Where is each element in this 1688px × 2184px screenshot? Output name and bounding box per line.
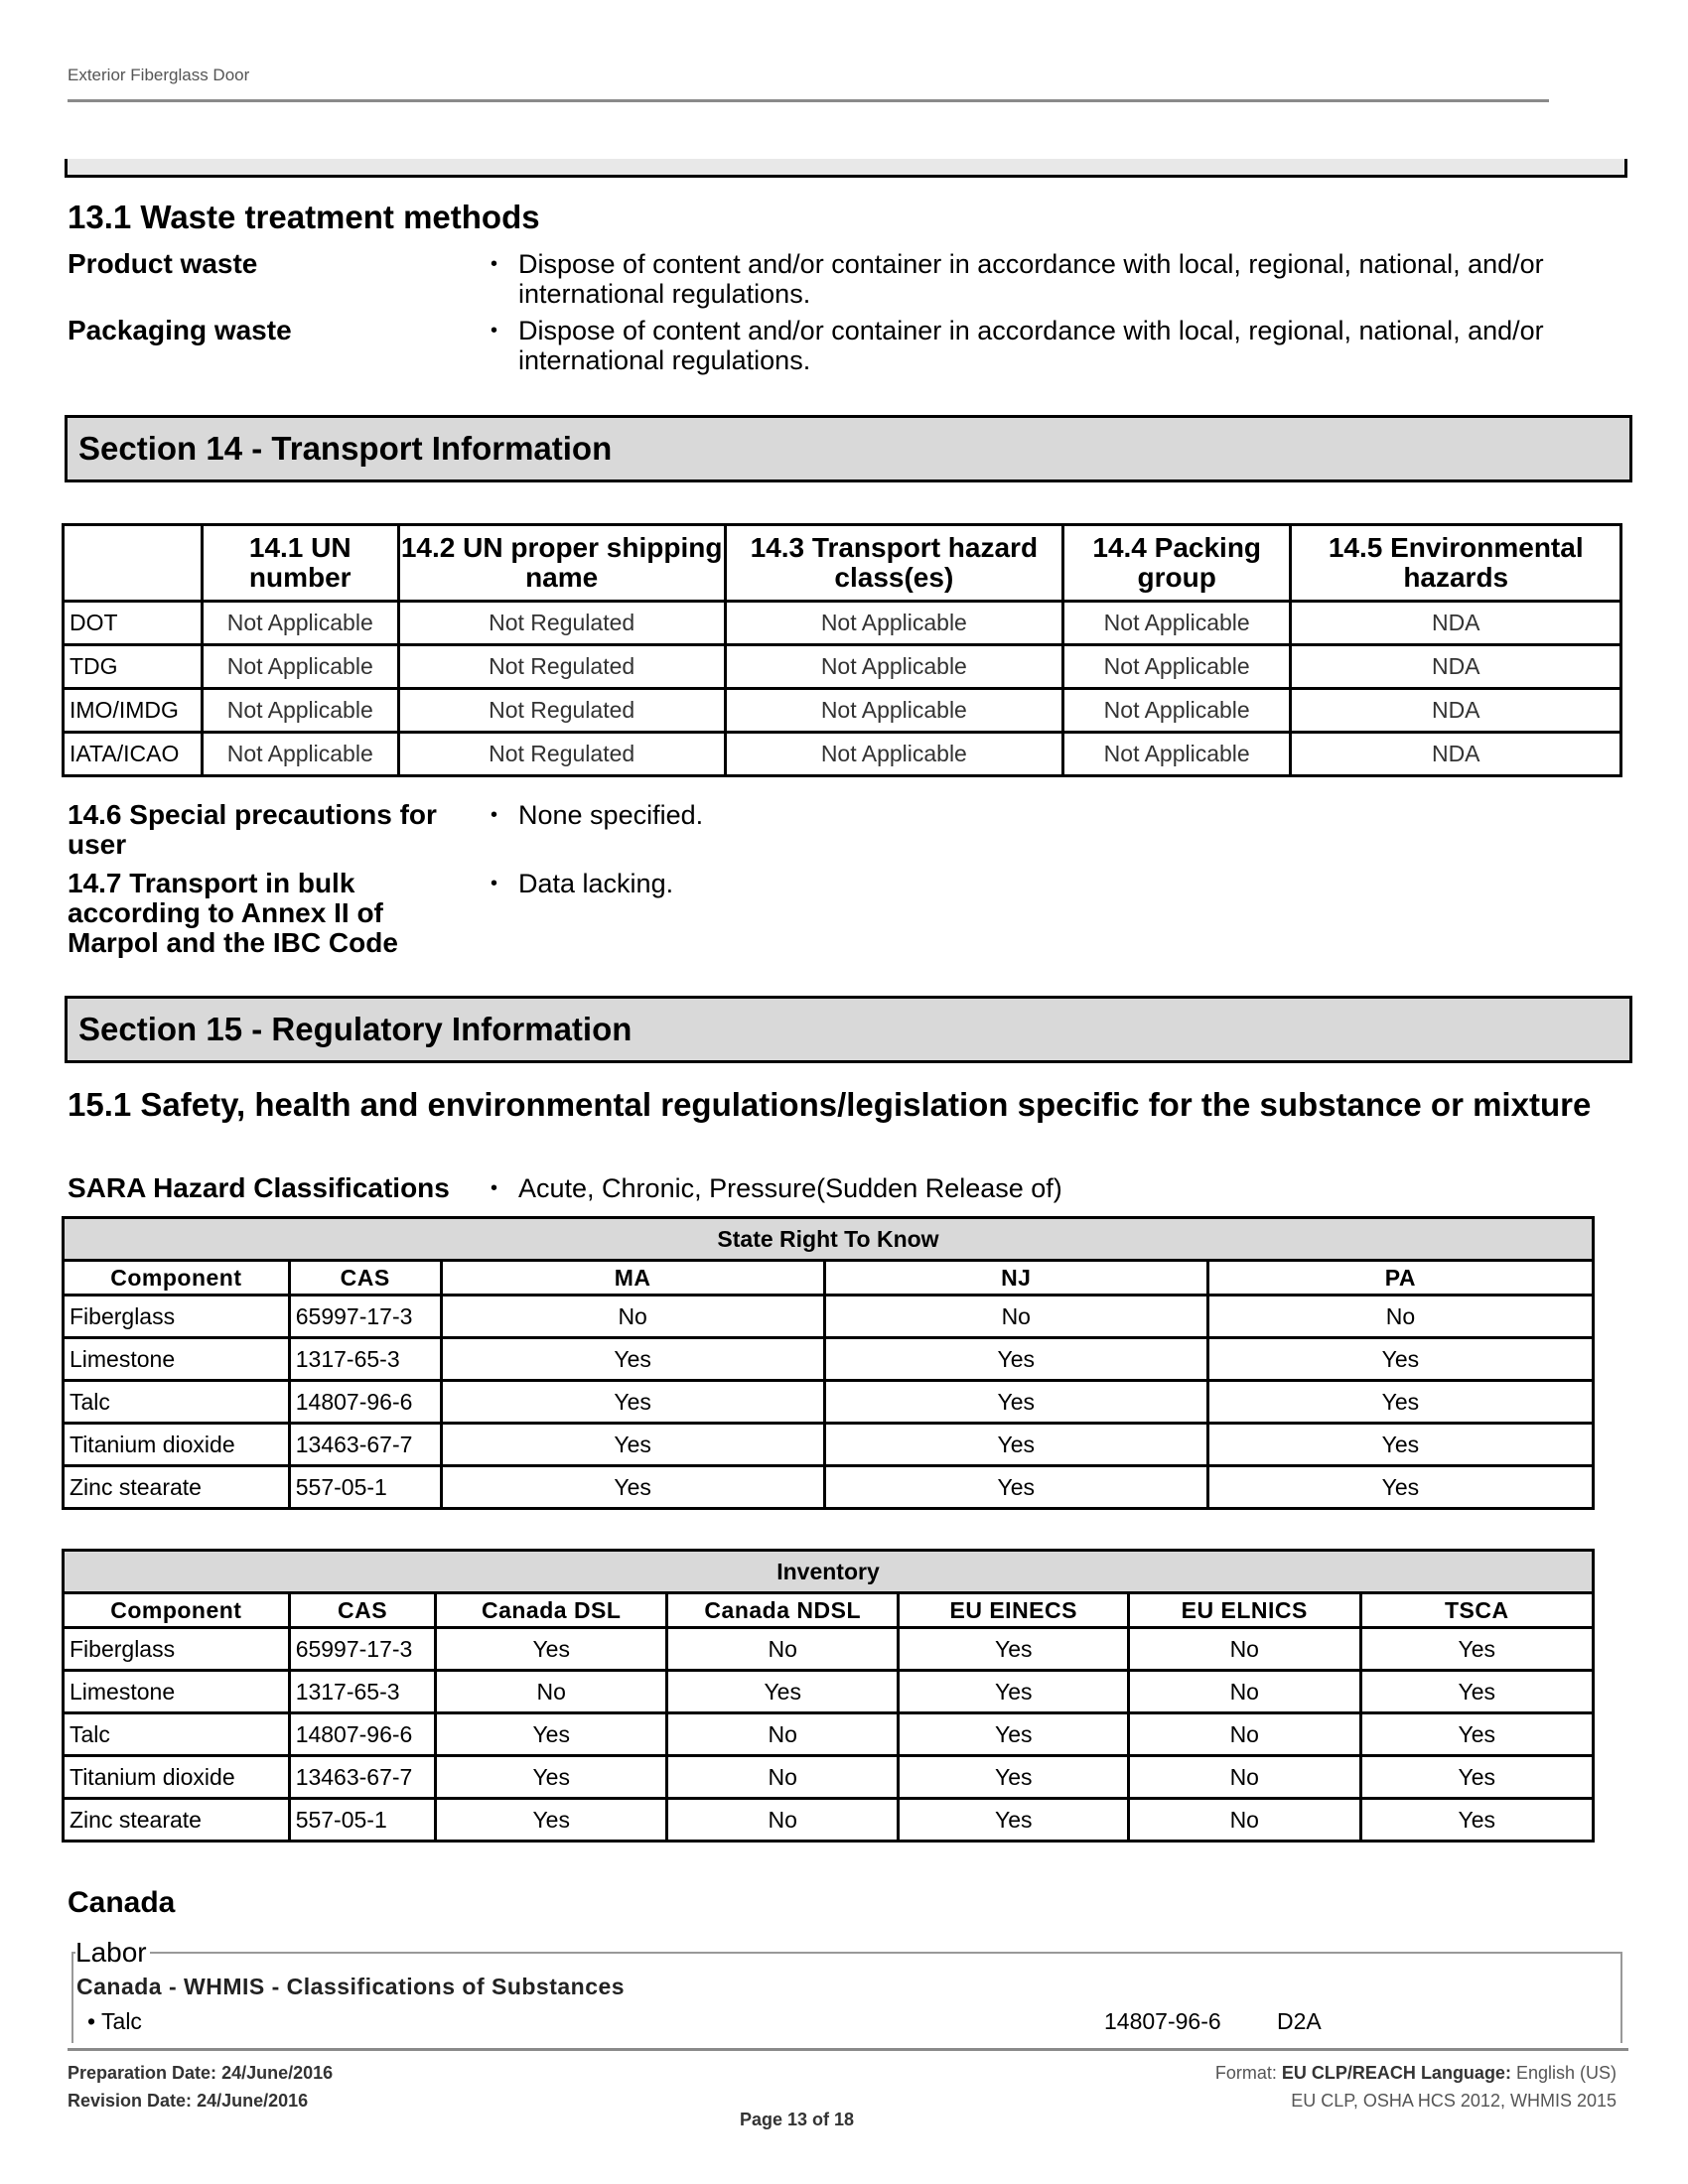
- table-cell: No: [436, 1671, 667, 1713]
- table-row: [64, 1713, 1594, 1756]
- table-row: [64, 1799, 1594, 1842]
- table-cell: Yes: [436, 1799, 667, 1842]
- table-cell: Not Regulated: [398, 645, 725, 689]
- packaging-waste-label: Packaging waste: [68, 315, 292, 345]
- footer-divider: [68, 2048, 1628, 2051]
- table-cell: Yes: [824, 1381, 1207, 1424]
- bullet-icon: •: [491, 320, 498, 341]
- col-header-component: Component: [64, 1261, 290, 1296]
- table-cell: 557-05-1: [289, 1466, 441, 1509]
- table-row: [64, 1338, 1594, 1381]
- table-cell: Limestone: [64, 1338, 290, 1381]
- table-cell: Yes: [1360, 1671, 1593, 1713]
- state-right-to-know-caption: State Right To Know: [64, 1218, 1594, 1261]
- table-row: [64, 1424, 1594, 1466]
- regulations-heading: 15.1 Safety, health and environmental regulations/legislation specific for the substance or mixture: [68, 1086, 1592, 1123]
- table-cell: No: [1129, 1799, 1361, 1842]
- whmis-item-cas: 14807-96-6: [1104, 2008, 1221, 2034]
- table-cell: Not Regulated: [398, 689, 725, 733]
- table-row: [64, 733, 1621, 776]
- table-cell: Not Applicable: [202, 733, 398, 776]
- table-cell: Titanium dioxide: [64, 1424, 290, 1466]
- table-cell: 65997-17-3: [289, 1628, 436, 1671]
- standards: EU CLP, OSHA HCS 2012, WHMIS 2015: [1291, 2091, 1617, 2111]
- document-title: Exterior Fiberglass Door: [68, 66, 250, 84]
- transport-corner-cell: [64, 525, 203, 602]
- table-cell: Not Applicable: [1062, 689, 1291, 733]
- table-cell: Yes: [436, 1628, 667, 1671]
- table-cell: Yes: [1360, 1799, 1593, 1842]
- header-divider: [68, 99, 1549, 102]
- special-precautions-label: 14.6 Special precautions for user: [68, 799, 437, 860]
- table-row: [64, 602, 1621, 645]
- table-cell: Not Regulated: [398, 733, 725, 776]
- table-cell: Yes: [441, 1424, 824, 1466]
- whmis-item-class: D2A: [1277, 2008, 1322, 2034]
- table-cell: Fiberglass: [64, 1296, 290, 1338]
- table-cell: Yes: [899, 1713, 1129, 1756]
- format-language: Format: EU CLP/REACH Language: English (US): [1214, 2063, 1617, 2083]
- table-cell: Limestone: [64, 1671, 290, 1713]
- table-cell: Yes: [899, 1756, 1129, 1799]
- table-cell: Not Regulated: [398, 602, 725, 645]
- table-cell: 1317-65-3: [289, 1338, 441, 1381]
- section-13-frame-bottom: [65, 159, 1627, 178]
- col-header-component: Component: [64, 1593, 290, 1628]
- table-cell: 14807-96-6: [289, 1713, 436, 1756]
- table-cell: Yes: [824, 1338, 1207, 1381]
- table-cell: No: [824, 1296, 1207, 1338]
- page-number: Page 13 of 18: [740, 2110, 855, 2129]
- row-header-iata-icao: IATA/ICAO: [64, 733, 203, 776]
- whmis-title: Canada - WHMIS - Classifications of Substances: [76, 1974, 626, 1999]
- table-row: [64, 689, 1621, 733]
- col-header-shipping-name: 14.2 UN proper shipping name: [398, 525, 725, 602]
- table-cell: No: [1129, 1671, 1361, 1713]
- table-cell: No: [1207, 1296, 1593, 1338]
- table-cell: No: [1129, 1756, 1361, 1799]
- table-cell: Yes: [1360, 1756, 1593, 1799]
- table-cell: No: [1129, 1713, 1361, 1756]
- packaging-waste-value: • Dispose of content and/or container in accordance with local, regional, national, and/or international regulations.: [491, 316, 1544, 375]
- table-row: [64, 645, 1621, 689]
- row-header-imo-imdg: IMO/IMDG: [64, 689, 203, 733]
- table-cell: 14807-96-6: [289, 1381, 441, 1424]
- table-cell: Yes: [1207, 1424, 1593, 1466]
- bullet-icon: •: [491, 253, 498, 275]
- col-header-un-number: 14.1 UN number: [202, 525, 398, 602]
- table-cell: No: [666, 1713, 899, 1756]
- col-header-eu-einecs: EU EINECS: [899, 1593, 1129, 1628]
- table-cell: Not Applicable: [202, 689, 398, 733]
- table-row: [64, 1671, 1594, 1713]
- col-header-nj: NJ: [824, 1261, 1207, 1296]
- table-cell: Zinc stearate: [64, 1799, 290, 1842]
- col-header-eu-elnics: EU ELNICS: [1129, 1593, 1361, 1628]
- table-cell: 557-05-1: [289, 1799, 436, 1842]
- bullet-icon: •: [491, 1177, 498, 1199]
- table-cell: No: [666, 1628, 899, 1671]
- table-cell: Not Applicable: [1062, 602, 1291, 645]
- table-cell: Not Applicable: [725, 602, 1062, 645]
- table-cell: Titanium dioxide: [64, 1756, 290, 1799]
- table-row: [64, 1296, 1594, 1338]
- revision-date: Revision Date: 24/June/2016: [68, 2091, 309, 2111]
- waste-treatment-heading: 13.1 Waste treatment methods: [68, 199, 540, 235]
- table-row: [64, 1628, 1594, 1671]
- table-row: [64, 1466, 1594, 1509]
- bullet-icon: •: [87, 2008, 102, 2034]
- table-cell: Yes: [1207, 1338, 1593, 1381]
- table-cell: Yes: [441, 1338, 824, 1381]
- table-cell: Not Applicable: [725, 645, 1062, 689]
- col-header-env-hazards: 14.5 Environmental hazards: [1291, 525, 1621, 602]
- inventory-table: [62, 1549, 1595, 1843]
- table-cell: Yes: [1360, 1713, 1593, 1756]
- table-cell: Yes: [441, 1381, 824, 1424]
- table-cell: Not Applicable: [725, 689, 1062, 733]
- table-cell: Not Applicable: [202, 602, 398, 645]
- bulk-transport-value: • Data lacking.: [491, 869, 674, 898]
- col-header-tsca: TSCA: [1360, 1593, 1593, 1628]
- canada-heading: Canada: [68, 1886, 176, 1919]
- row-header-dot: DOT: [64, 602, 203, 645]
- section-14-header: Section 14 - Transport Information: [65, 415, 1632, 482]
- table-cell: Yes: [666, 1671, 899, 1713]
- table-cell: 13463-67-7: [289, 1756, 436, 1799]
- table-cell: Yes: [1207, 1466, 1593, 1509]
- table-cell: 65997-17-3: [289, 1296, 441, 1338]
- table-cell: No: [1129, 1628, 1361, 1671]
- table-cell: Not Applicable: [1062, 645, 1291, 689]
- section-15-header: Section 15 - Regulatory Information: [65, 996, 1632, 1063]
- table-cell: Yes: [436, 1756, 667, 1799]
- whmis-item-name: • Talc: [87, 2008, 142, 2034]
- col-header-cas: CAS: [289, 1261, 441, 1296]
- col-header-pa: PA: [1207, 1261, 1593, 1296]
- table-cell: Yes: [899, 1799, 1129, 1842]
- table-cell: Yes: [436, 1713, 667, 1756]
- sara-label: SARA Hazard Classifications: [68, 1172, 450, 1203]
- table-cell: No: [666, 1799, 899, 1842]
- inventory-caption: Inventory: [64, 1551, 1594, 1593]
- product-waste-value: • Dispose of content and/or container in accordance with local, regional, national, and/or international regulations.: [491, 249, 1544, 309]
- table-cell: Yes: [824, 1424, 1207, 1466]
- col-header-packing-group: 14.4 Packing group: [1062, 525, 1291, 602]
- product-waste-label: Product waste: [68, 248, 258, 279]
- table-cell: NDA: [1291, 645, 1621, 689]
- table-row: [64, 1381, 1594, 1424]
- table-cell: Yes: [1207, 1381, 1593, 1424]
- sara-value: • Acute, Chronic, Pressure(Sudden Release of): [491, 1173, 1062, 1203]
- table-cell: 1317-65-3: [289, 1671, 436, 1713]
- table-cell: Not Applicable: [1062, 733, 1291, 776]
- col-header-canada-dsl: Canada DSL: [436, 1593, 667, 1628]
- table-cell: No: [666, 1756, 899, 1799]
- labor-legend: Labor: [75, 1937, 150, 1969]
- table-cell: Yes: [441, 1466, 824, 1509]
- state-right-to-know-table: [62, 1216, 1595, 1510]
- preparation-date: Preparation Date: 24/June/2016: [68, 2063, 334, 2083]
- table-cell: Fiberglass: [64, 1628, 290, 1671]
- table-cell: Yes: [1360, 1628, 1593, 1671]
- table-cell: Not Applicable: [202, 645, 398, 689]
- table-cell: Yes: [899, 1628, 1129, 1671]
- table-cell: NDA: [1291, 602, 1621, 645]
- col-header-cas: CAS: [289, 1593, 436, 1628]
- col-header-ma: MA: [441, 1261, 824, 1296]
- table-cell: NDA: [1291, 733, 1621, 776]
- table-cell: Not Applicable: [725, 733, 1062, 776]
- bullet-icon: •: [491, 804, 498, 826]
- col-header-canada-ndsl: Canada NDSL: [666, 1593, 899, 1628]
- row-header-tdg: TDG: [64, 645, 203, 689]
- table-cell: 13463-67-7: [289, 1424, 441, 1466]
- transport-table: [62, 523, 1622, 777]
- col-header-hazard-class: 14.3 Transport hazard class(es): [725, 525, 1062, 602]
- table-cell: No: [441, 1296, 824, 1338]
- table-row: [64, 1756, 1594, 1799]
- table-cell: Talc: [64, 1381, 290, 1424]
- table-cell: Zinc stearate: [64, 1466, 290, 1509]
- table-cell: Yes: [899, 1671, 1129, 1713]
- table-cell: Talc: [64, 1713, 290, 1756]
- bullet-icon: •: [491, 873, 498, 894]
- special-precautions-value: • None specified.: [491, 800, 704, 830]
- table-cell: NDA: [1291, 689, 1621, 733]
- bulk-transport-label: 14.7 Transport in bulk according to Annex II of Marpol and the IBC Code: [68, 868, 398, 958]
- table-cell: Yes: [824, 1466, 1207, 1509]
